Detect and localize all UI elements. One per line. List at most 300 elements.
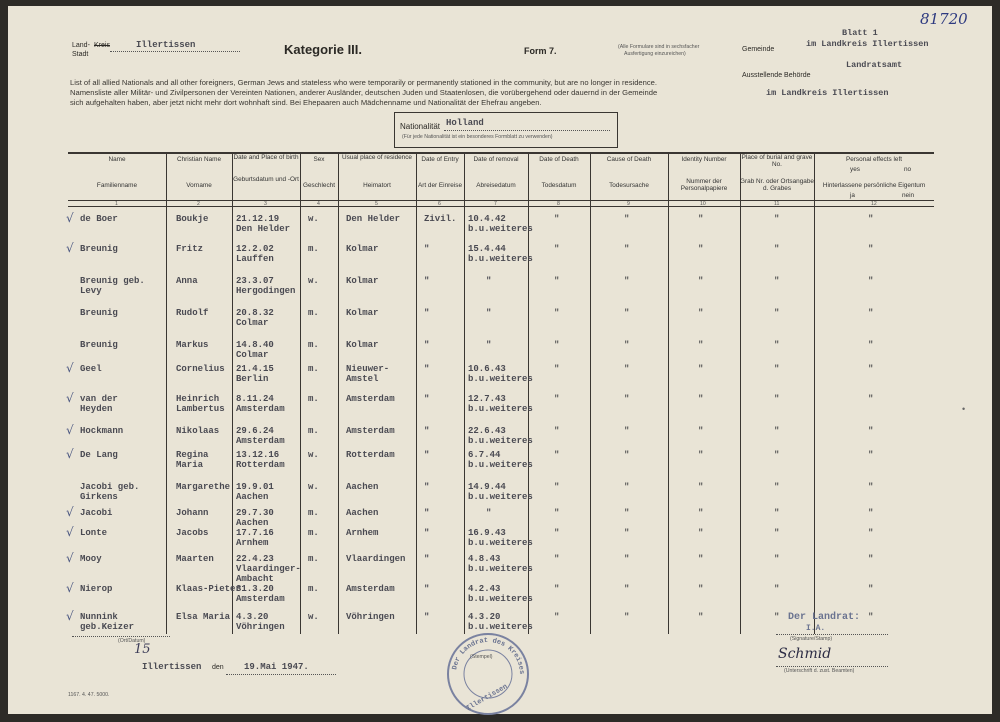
cell-birth: 29.7.30	[236, 508, 274, 518]
cell-ditto: "	[554, 276, 560, 286]
cell-removal: 4.2.43	[468, 584, 501, 594]
cell-ditto: "	[868, 612, 874, 622]
cell-ditto: "	[554, 612, 560, 622]
col-number: 10	[700, 201, 706, 207]
form-print-code: 1167. 4. 47. 5000.	[68, 692, 110, 698]
blatt-value: Blatt 1	[842, 28, 878, 38]
cell-entry: "	[424, 554, 430, 564]
den-label: den	[212, 664, 224, 671]
cell-ditto: "	[624, 528, 630, 538]
cell-removal: b.u.weiteres	[468, 622, 533, 632]
cell-ditto: "	[624, 308, 630, 318]
check-mark: √	[66, 391, 74, 405]
cell-ditto: "	[774, 364, 780, 374]
gemeinde-value: im Landkreis Illertissen	[806, 39, 929, 49]
intro-english: List of all allied Nationals and all other foreigners, German Jews and stateless who were temporarily or permanently stationed in the community, but are no longer in residence.	[70, 78, 657, 87]
col-header-burial: Place of burial and grave No.	[741, 154, 813, 168]
cell-family-name: de Boer	[80, 214, 118, 224]
check-mark: √	[66, 361, 74, 375]
cell-ditto: "	[554, 394, 560, 404]
cell-removal: 16.9.43	[468, 528, 506, 538]
check-mark: √	[66, 525, 74, 539]
effects-ja: ja	[850, 192, 855, 199]
cell-ditto: "	[868, 214, 874, 224]
cell-birth: Colmar	[236, 350, 269, 360]
cell-ditto: "	[698, 340, 704, 350]
form-number: Form 7.	[524, 46, 557, 56]
cell-ditto: "	[624, 364, 630, 374]
cell-ditto: "	[868, 276, 874, 286]
cell-family-name: Heyden	[80, 404, 113, 414]
cell-birth: Vlaardinger-	[236, 564, 301, 574]
cell-ditto: "	[624, 340, 630, 350]
cell-birth: 19.9.01	[236, 482, 274, 492]
cell-entry: "	[424, 308, 430, 318]
col-header-einreise: Art der Einreise	[417, 182, 463, 189]
cell-ditto: "	[624, 612, 630, 622]
col-header-residence: Usual place of residence	[342, 154, 412, 161]
ink-initial: 15	[134, 642, 151, 657]
stamp-graphic	[446, 632, 530, 716]
cell-birth: Hergodingen	[236, 286, 296, 296]
cell-ditto: "	[624, 244, 630, 254]
cell-removal: 4.3.20	[468, 612, 501, 622]
cell-ditto: "	[774, 450, 780, 460]
check-mark: √	[66, 505, 74, 519]
cell-first-name: Markus	[176, 340, 209, 350]
cell-removal: 12.7.43	[468, 394, 506, 404]
cell-birth: 20.8.32	[236, 308, 274, 318]
cell-ditto: "	[624, 450, 630, 460]
cell-ditto: "	[868, 364, 874, 374]
cell-ditto: "	[698, 612, 704, 622]
official-stamp	[446, 632, 530, 716]
col-number: 4	[317, 201, 320, 207]
cell-birth: Amsterdam	[236, 594, 285, 604]
intro-german-2: sich aufgehalten haben, aber jetzt nicht mehr dort wohnhaft sind. Bei Ehepaaren auch Mädchenname und Nationalität der Ehefrau angeben.	[70, 98, 542, 107]
cell-entry: "	[424, 528, 430, 538]
landrat-stamp: Der Landrat:	[788, 612, 861, 623]
cell-ditto: "	[868, 244, 874, 254]
col-header-grab: Grab Nr. oder Ortsangabe d. Grabes	[740, 178, 814, 192]
cell-birth: 8.11.24	[236, 394, 274, 404]
cell-birth: Arnhem	[236, 538, 269, 548]
signature-line	[776, 666, 888, 667]
cell-first-name: Anna	[176, 276, 198, 286]
cell-ditto: "	[624, 508, 630, 518]
cell-residence: Vlaardingen	[346, 554, 406, 564]
col-header-name: Name	[108, 156, 126, 163]
cell-ditto: "	[624, 214, 630, 224]
cell-ditto: "	[774, 308, 780, 318]
check-mark: √	[66, 551, 74, 565]
cell-ditto: "	[774, 276, 780, 286]
col-header-cause: Cause of Death	[606, 156, 652, 163]
col-header-identity: Identity Number	[681, 156, 727, 163]
cell-removal: b.u.weiteres	[468, 564, 533, 574]
nationality-line	[444, 130, 610, 131]
cell-first-name: Cornelius	[176, 364, 225, 374]
cell-ditto: "	[868, 482, 874, 492]
cell-removal: "	[486, 508, 492, 518]
cell-ditto: "	[698, 426, 704, 436]
cell-removal: b.u.weiteres	[468, 594, 533, 604]
kreis-label: Kreis	[94, 42, 110, 49]
col-header-eigentum: Hinterlassene persönliche Eigentum	[822, 182, 926, 189]
col-divider	[300, 152, 301, 634]
cell-birth: Berlin	[236, 374, 269, 384]
cell-removal: "	[486, 308, 492, 318]
col-header-todesursache: Todesursache	[609, 182, 649, 189]
col-header-todesdatum: Todesdatum	[541, 182, 577, 189]
cell-birth: Lauffen	[236, 254, 274, 264]
cell-family-name: De Lang	[80, 450, 118, 460]
cell-ditto: "	[868, 528, 874, 538]
cell-residence: Vöhringen	[346, 612, 395, 622]
cell-ditto: "	[624, 426, 630, 436]
check-mark: √	[66, 211, 74, 225]
nationality-label: Nationalität	[400, 122, 441, 131]
cell-entry: "	[424, 612, 430, 622]
cell-ditto: "	[774, 426, 780, 436]
col-divider	[464, 152, 465, 634]
cell-removal: b.u.weiteres	[468, 374, 533, 384]
cell-family-name: Breunig	[80, 244, 118, 254]
cell-sex: m.	[308, 528, 319, 538]
cell-removal: b.u.weiteres	[468, 460, 533, 470]
cell-entry: "	[424, 276, 430, 286]
cell-ditto: "	[868, 340, 874, 350]
cell-removal: 10.4.42	[468, 214, 506, 224]
handwritten-archive-number: 81720	[920, 10, 968, 28]
cell-first-name: Rudolf	[176, 308, 209, 318]
cell-birth: 21.4.15	[236, 364, 274, 374]
cell-ditto: "	[624, 584, 630, 594]
cell-family-name: Nunnink	[80, 612, 118, 622]
cell-ditto: "	[774, 528, 780, 538]
cell-first-name: Klaas-Pieter	[176, 584, 241, 594]
cell-removal: b.u.weiteres	[468, 404, 533, 414]
cell-ditto: "	[698, 276, 704, 286]
col-number: 9	[627, 201, 630, 207]
nationality-value: Holland	[446, 118, 484, 128]
cell-ditto: "	[554, 482, 560, 492]
cell-ditto: "	[774, 584, 780, 594]
cell-sex: m.	[308, 244, 319, 254]
cell-residence: Amstel	[346, 374, 379, 384]
cell-birth: 14.8.40	[236, 340, 274, 350]
cell-birth: 21.12.19	[236, 214, 280, 224]
col-header-entry: Date of Entry	[421, 156, 459, 163]
col-number: 7	[494, 201, 497, 207]
col-number: 12	[871, 201, 877, 207]
cell-ditto: "	[698, 244, 704, 254]
cell-removal: 6.7.44	[468, 450, 501, 460]
nationality-note: (Für jede Nationalität ist ein besonderes Formblatt zu verwenden)	[402, 134, 553, 140]
cell-ditto: "	[554, 308, 560, 318]
cell-ditto: "	[774, 508, 780, 518]
cell-family-name: Breunig	[80, 308, 118, 318]
col-divider	[416, 152, 417, 634]
date-line	[226, 674, 336, 675]
cell-first-name: Elsa Maria	[176, 612, 231, 622]
cell-ditto: "	[554, 214, 560, 224]
cell-birth: 23.3.07	[236, 276, 274, 286]
cell-residence: Kolmar	[346, 276, 379, 286]
cell-first-name: Margarethe	[176, 482, 231, 492]
cell-family-name: Nierop	[80, 584, 113, 594]
cell-first-name: Regina	[176, 450, 209, 460]
col-number: 5	[375, 201, 378, 207]
cell-residence: Kolmar	[346, 340, 379, 350]
check-mark: √	[66, 423, 74, 437]
stamp-center-text: Illertissen	[465, 682, 510, 714]
cell-family-name: geb.Keizer	[80, 622, 135, 632]
cell-first-name: Maria	[176, 460, 204, 470]
cell-ditto: "	[698, 554, 704, 564]
cell-ditto: "	[774, 244, 780, 254]
cell-ditto: "	[624, 554, 630, 564]
cell-family-name: Girkens	[80, 492, 118, 502]
cell-ditto: "	[624, 482, 630, 492]
col-number: 3	[264, 201, 267, 207]
cell-ditto: "	[554, 554, 560, 564]
cell-birth: Colmar	[236, 318, 269, 328]
cell-removal: 15.4.44	[468, 244, 506, 254]
cell-removal: b.u.weiteres	[468, 436, 533, 446]
col-header-vorname: Vorname	[186, 182, 212, 189]
cell-first-name: Jacobs	[176, 528, 209, 538]
signature-stamp-line	[776, 634, 888, 635]
cell-ditto: "	[868, 584, 874, 594]
cell-family-name: Lonte	[80, 528, 108, 538]
cell-birth: 29.6.24	[236, 426, 274, 436]
col-divider	[668, 152, 669, 634]
cell-residence: Nieuwer-	[346, 364, 390, 374]
col-divider	[166, 152, 167, 634]
cell-ditto: "	[868, 450, 874, 460]
col-header-christian-name: Christian Name	[176, 156, 222, 163]
signature-stamp-label: (Signature/Stamp)	[790, 636, 833, 642]
col-header-effects: Personal effects left	[845, 156, 902, 163]
col-header-geschlecht: Geschlecht	[303, 182, 335, 189]
gemeinde-value-2: im Landkreis Illertissen	[766, 88, 889, 98]
cell-family-name: van der	[80, 394, 118, 404]
gemeinde-label: Gemeinde	[742, 46, 775, 53]
cell-removal: "	[486, 276, 492, 286]
cell-removal: b.u.weiteres	[468, 538, 533, 548]
cell-residence: Amsterdam	[346, 426, 395, 436]
cell-removal: 22.6.43	[468, 426, 506, 436]
cell-family-name: Jacobi geb.	[80, 482, 140, 492]
col-header-personalpapiere: Nummer der Personalpapiere	[680, 178, 728, 192]
cell-ditto: "	[698, 308, 704, 318]
col-number: 11	[774, 201, 780, 207]
behoerde-value: Landratsamt	[846, 60, 903, 70]
cell-entry: "	[424, 364, 430, 374]
cell-family-name: Geel	[80, 364, 102, 374]
cell-sex: w.	[308, 450, 319, 460]
cell-birth: 4.3.20	[236, 612, 269, 622]
cell-birth: 22.4.23	[236, 554, 274, 564]
cell-ditto: "	[554, 244, 560, 254]
cell-residence: Arnhem	[346, 528, 379, 538]
document-page	[8, 6, 992, 714]
cell-family-name: Levy	[80, 286, 102, 296]
cell-residence: Aachen	[346, 508, 379, 518]
cell-ditto: "	[698, 394, 704, 404]
place-date-label: (Ort/Datum)	[118, 638, 146, 644]
cell-ditto: "	[774, 340, 780, 350]
col-header-name-de: Familienname	[96, 182, 138, 189]
cell-entry: "	[424, 426, 430, 436]
effects-yes: yes	[850, 166, 860, 173]
cell-ditto: "	[624, 276, 630, 286]
cell-first-name: Nikolaas	[176, 426, 220, 436]
col-divider	[740, 152, 741, 634]
copies-note-2: Ausfertigung einzureichen)	[624, 51, 686, 57]
cell-birth: 31.3.20	[236, 584, 274, 594]
cell-first-name: Boukje	[176, 214, 209, 224]
check-mark: √	[66, 581, 74, 595]
col-divider	[814, 152, 815, 634]
kreis-line	[110, 51, 240, 52]
check-mark: √	[66, 609, 74, 623]
col-number: 8	[557, 201, 560, 207]
cell-entry: "	[424, 584, 430, 594]
cell-residence: Aachen	[346, 482, 379, 492]
cell-removal: b.u.weiteres	[468, 224, 533, 234]
cell-family-name: Jacobi	[80, 508, 113, 518]
cell-sex: w.	[308, 612, 319, 622]
cell-sex: w.	[308, 214, 319, 224]
cell-ditto: "	[554, 584, 560, 594]
col-header-birth: Date and Place of birth	[233, 154, 299, 161]
cell-sex: w.	[308, 482, 319, 492]
col-header-sex: Sex	[313, 156, 325, 163]
check-mark: √	[66, 447, 74, 461]
col-header-abreise: Abreisedatum	[476, 182, 516, 189]
cell-residence: Amsterdam	[346, 394, 395, 404]
date-value: 19.Mai 1947.	[244, 662, 309, 672]
cell-family-name: Breunig geb.	[80, 276, 145, 286]
cell-sex: m.	[308, 426, 319, 436]
cell-entry: Zivil.	[424, 214, 457, 224]
cell-family-name: Breunig	[80, 340, 118, 350]
stempel-label: (Stempel)	[470, 654, 493, 660]
cell-ditto: "	[868, 394, 874, 404]
behoerde-label: Ausstellende Behörde	[742, 72, 811, 79]
cell-ditto: "	[868, 426, 874, 436]
check-mark: √	[66, 241, 74, 255]
effects-nein: nein	[902, 192, 915, 199]
cell-birth: Rotterdam	[236, 460, 285, 470]
cell-birth: Ambacht	[236, 574, 274, 584]
cell-entry: "	[424, 394, 430, 404]
ia-stamp: I.A.	[806, 624, 826, 633]
margin-mark: •	[962, 404, 966, 414]
cell-entry: "	[424, 508, 430, 518]
place-value: Illertissen	[142, 662, 202, 672]
cell-birth: 13.12.16	[236, 450, 280, 460]
cell-sex: w.	[308, 276, 319, 286]
cell-sex: m.	[308, 364, 319, 374]
cell-residence: Kolmar	[346, 308, 379, 318]
cell-ditto: "	[774, 554, 780, 564]
cell-removal: b.u.weiteres	[468, 254, 533, 264]
cell-ditto: "	[698, 482, 704, 492]
cell-ditto: "	[774, 214, 780, 224]
cell-ditto: "	[624, 394, 630, 404]
cell-ditto: "	[698, 508, 704, 518]
col-header-heimatort: Heimatort	[363, 182, 391, 189]
col-number: 6	[438, 201, 441, 207]
cell-removal: "	[486, 340, 492, 350]
cell-first-name: Lambertus	[176, 404, 225, 414]
cell-ditto: "	[554, 528, 560, 538]
cell-residence: Rotterdam	[346, 450, 395, 460]
cell-ditto: "	[868, 554, 874, 564]
place-date-line	[72, 636, 170, 637]
intro-german-1: Namensliste aller Militär- und Zivilpersonen der Vereinten Nationen, anderer Ausländer, deutschen Juden und Staatenlosen, die vorübergehend oder dauernd in der Gemeinde	[70, 88, 658, 97]
col-number: 1	[115, 201, 118, 207]
cell-ditto: "	[774, 482, 780, 492]
cell-removal: 14.9.44	[468, 482, 506, 492]
col-header-birth-de: Geburtsdatum und -Ort	[233, 176, 299, 183]
handwritten-signature: Schmid	[778, 646, 832, 662]
cell-ditto: "	[554, 364, 560, 374]
col-divider	[590, 152, 591, 634]
cell-sex: m.	[308, 394, 319, 404]
cell-ditto: "	[698, 584, 704, 594]
cell-family-name: Hockmann	[80, 426, 124, 436]
cell-birth: Vöhringen	[236, 622, 285, 632]
cell-residence: Den Helder	[346, 214, 401, 224]
cell-birth: Aachen	[236, 518, 269, 528]
cell-sex: m.	[308, 340, 319, 350]
cell-entry: "	[424, 482, 430, 492]
cell-sex: m.	[308, 554, 319, 564]
cell-residence: Kolmar	[346, 244, 379, 254]
cell-residence: Amsterdam	[346, 584, 395, 594]
cell-ditto: "	[554, 426, 560, 436]
cell-sex: m.	[308, 508, 319, 518]
signature-label: (Unterschrift d. zust. Beamten)	[784, 668, 855, 674]
cell-first-name: Fritz	[176, 244, 204, 254]
cell-birth: Aachen	[236, 492, 269, 502]
cell-birth: 12.2.02	[236, 244, 274, 254]
col-divider	[232, 152, 233, 634]
category-title: Kategorie III.	[284, 42, 363, 57]
col-divider	[338, 152, 339, 634]
cell-birth: Amsterdam	[236, 436, 285, 446]
cell-ditto: "	[868, 508, 874, 518]
cell-ditto: "	[698, 528, 704, 538]
cell-ditto: "	[554, 450, 560, 460]
cell-ditto: "	[698, 364, 704, 374]
cell-ditto: "	[698, 450, 704, 460]
cell-first-name: Heinrich	[176, 394, 220, 404]
cell-removal: b.u.weiteres	[468, 492, 533, 502]
cell-birth: Amsterdam	[236, 404, 285, 414]
kreis-value: Illertissen	[136, 40, 196, 50]
cell-birth: Den Helder	[236, 224, 291, 234]
copies-note-1: (Alle Formulare sind in sechsfacher	[618, 44, 700, 50]
cell-entry: "	[424, 340, 430, 350]
col-header-removal: Date of removal	[473, 156, 519, 163]
cell-ditto: "	[774, 394, 780, 404]
effects-no: no	[904, 166, 912, 173]
